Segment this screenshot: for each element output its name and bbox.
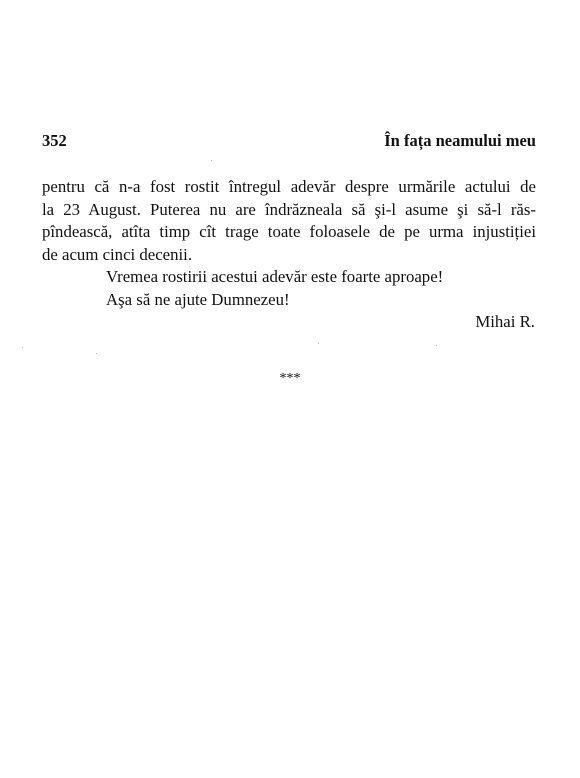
scan-speck — [211, 160, 212, 161]
section-separator: *** — [279, 371, 301, 386]
body-text — [42, 176, 536, 334]
signature: Mihai R. — [475, 312, 535, 331]
scan-speck — [96, 353, 97, 354]
page-number: 352 — [42, 131, 67, 150]
body-line-1: pentru că n-a fost rostit întregul adevăr despre urmările actului de — [42, 177, 536, 196]
running-title: În fața neamului meu — [384, 131, 536, 150]
paragraph-3: Aşa să ne ajute Dumnezeu! — [106, 289, 290, 309]
page-header — [42, 131, 536, 153]
body-line-4: de acum cinci decenii. — [42, 244, 193, 264]
scan-speck — [436, 345, 437, 346]
scan-speck — [22, 347, 23, 348]
body-line-2: la 23 August. Puterea nu are îndrăzneala să şi-l asume şi să-l răs- — [42, 199, 536, 219]
body-line-3: pîndească, atîta timp cît trage toate foloasele de pe urma injustiției — [42, 222, 536, 241]
scan-speck — [318, 343, 319, 344]
paragraph-2: Vremea rostirii acestui adevăr este foarte aproape! — [106, 267, 444, 286]
